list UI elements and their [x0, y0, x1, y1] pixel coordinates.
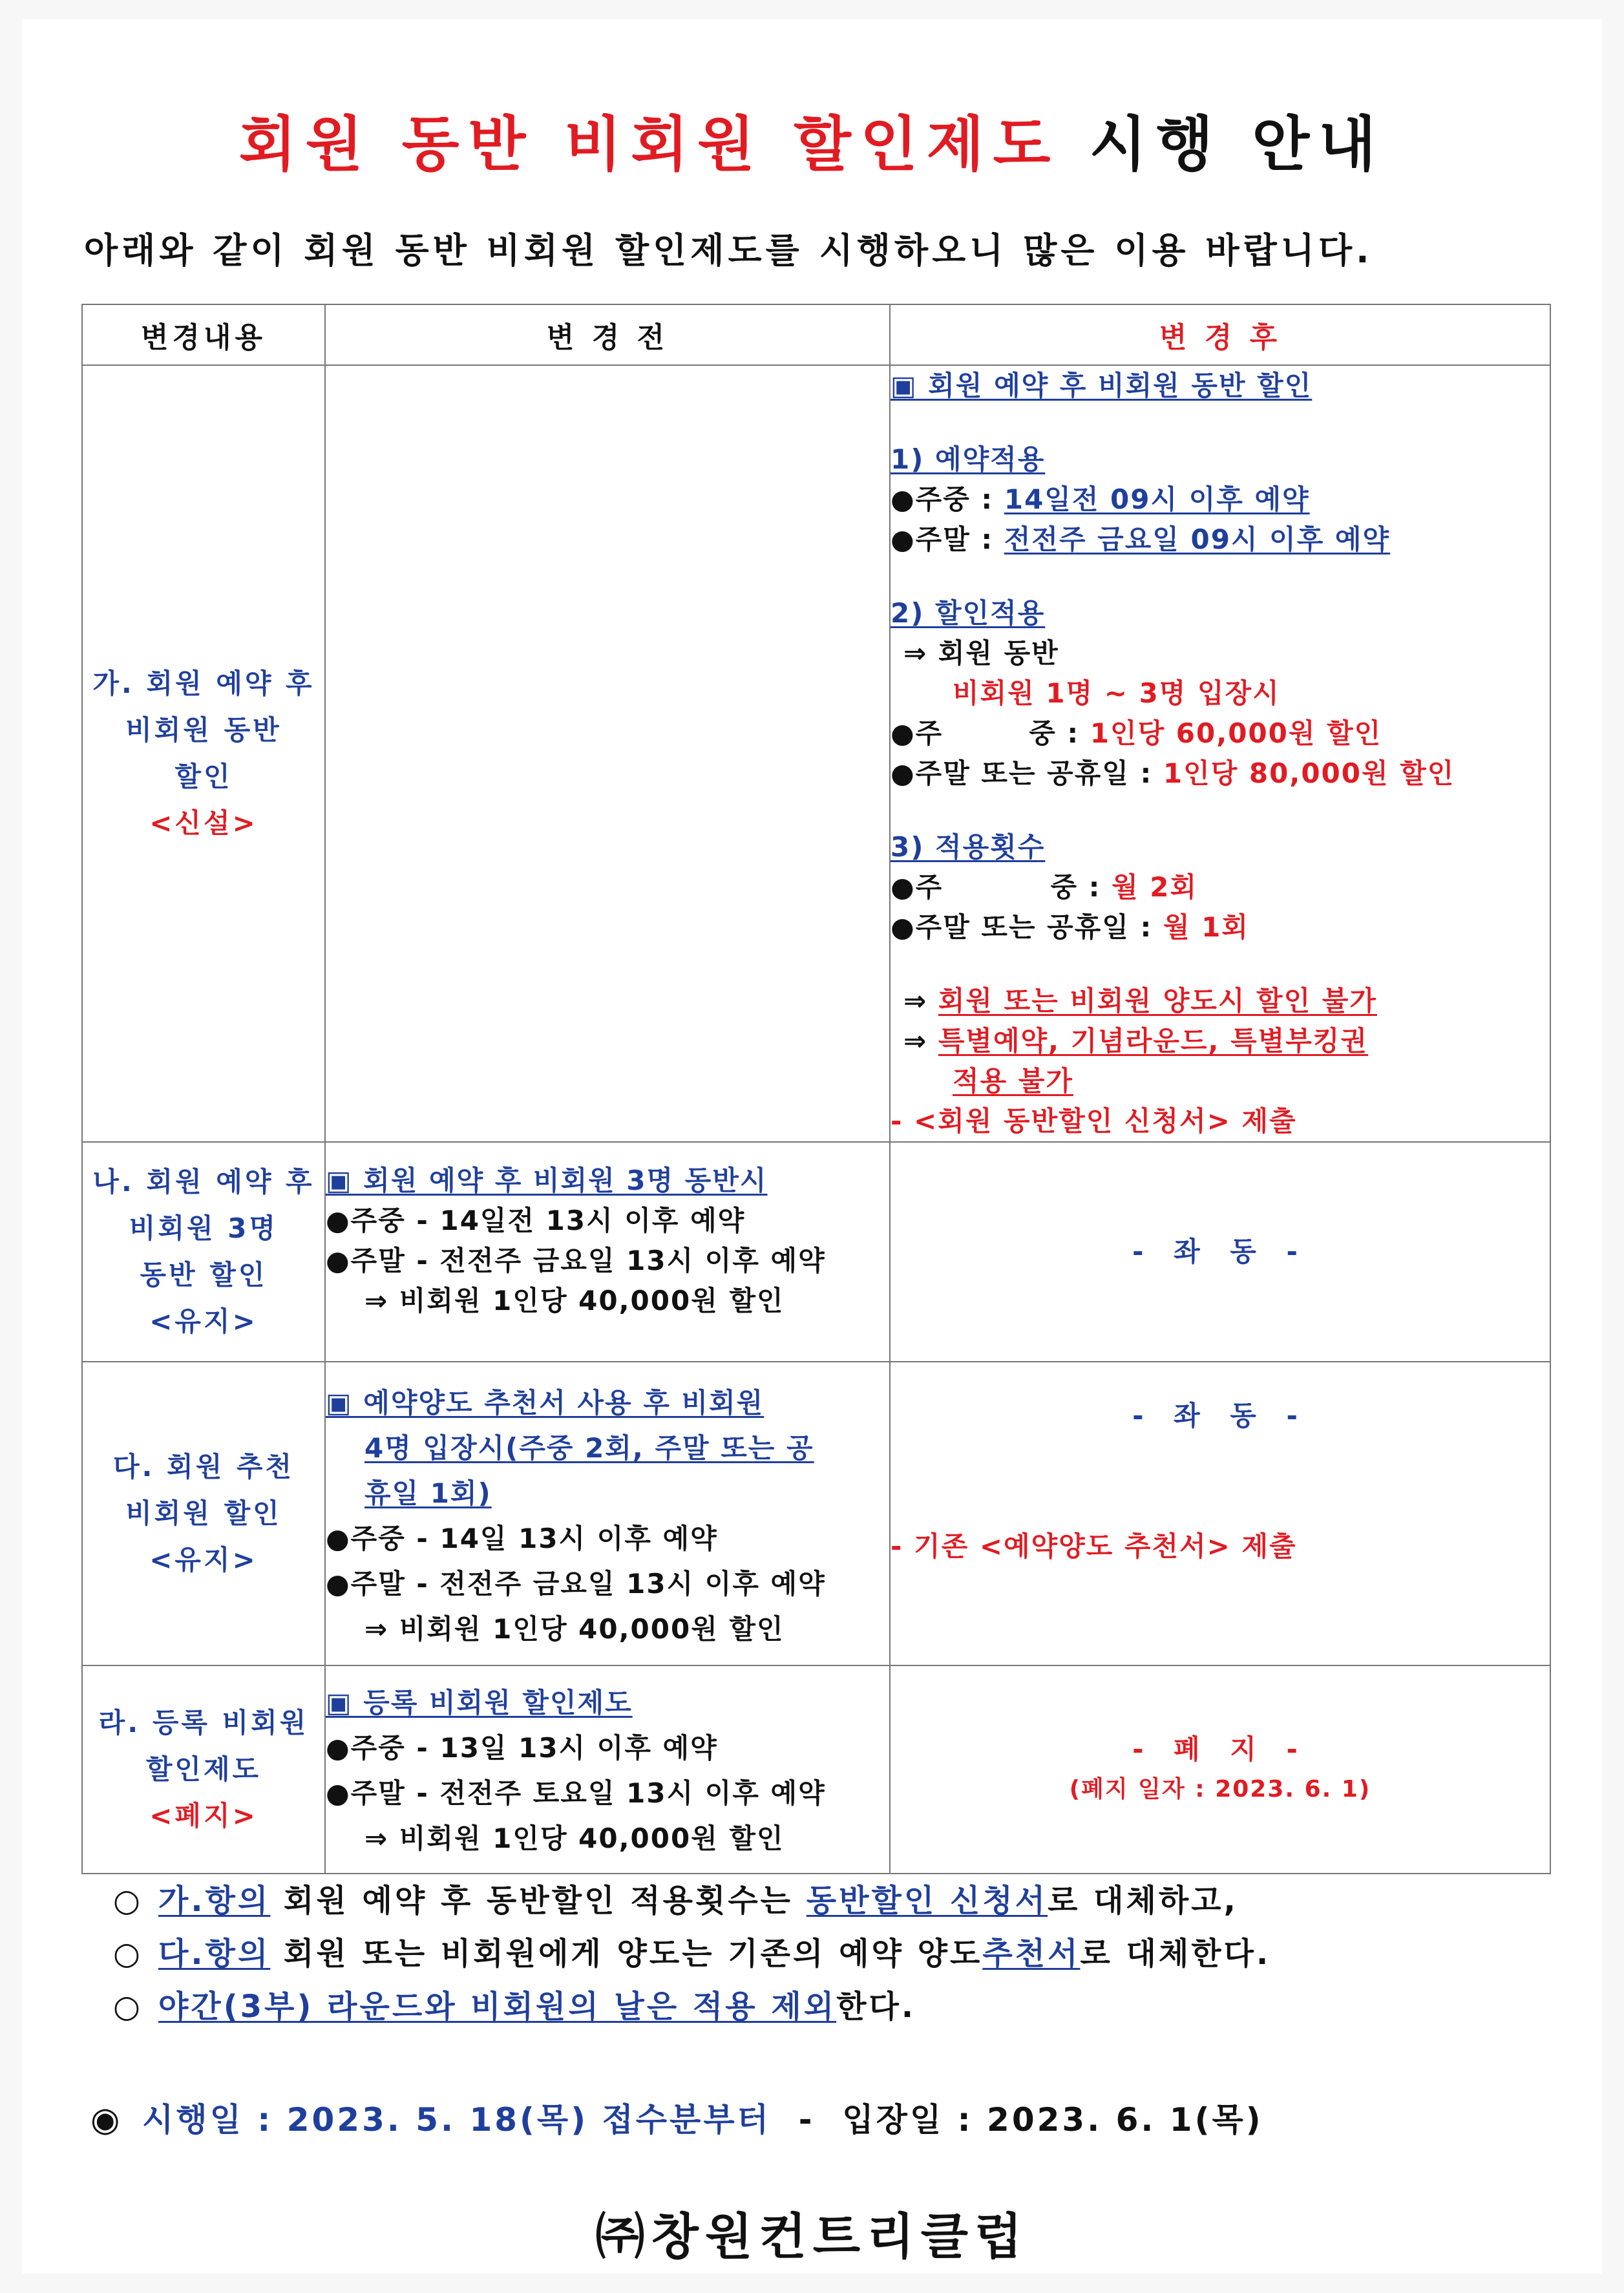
note2: ⇒ 특별예약, 기념라운드, 특별부킹권 [903, 1025, 1368, 1057]
status-tag: <유지> [149, 1544, 258, 1576]
before-line: ●주중 - 13일 13시 이후 예약 [326, 1732, 718, 1764]
row-category [82, 365, 325, 1142]
circle-bullet-icon: ○ [113, 1936, 143, 1972]
before-line: ●주말 - 전전주 토요일 13시 이후 예약 [326, 1777, 826, 1809]
note-ref: 가.항의 [158, 1883, 271, 1919]
category-line: 라. 등록 비회원 [98, 1707, 309, 1738]
note-ref: 다.항의 [158, 1936, 271, 1972]
circle-bullet-icon: ○ [113, 1989, 143, 2025]
note-item [113, 1980, 1567, 2033]
page-title [0, 97, 1624, 182]
category-line: 나. 회원 예약 후 [92, 1166, 315, 1198]
effective-date [90, 2094, 1577, 2140]
sec2-title: 2) 할인적용 [891, 597, 1046, 629]
status-tag: <유지> [149, 1305, 258, 1337]
circle-bullet-icon: ○ [113, 1883, 143, 1919]
sec2-line2: 비회원 1명 ~ 3명 입장시 [953, 677, 1280, 709]
before-heading: ▣ 회원 예약 후 비회원 3명 동반시 [326, 1165, 768, 1196]
abolished-date: (폐지 일자 : 2023. 6. 1) [1069, 1776, 1371, 1802]
category-line: 동반 할인 [140, 1259, 268, 1291]
row-before-empty [325, 365, 890, 1142]
before-heading: ▣ 등록 비회원 할인제도 [326, 1687, 633, 1718]
target-bullet-icon: ◉ [90, 2100, 123, 2139]
effective-label: 시행일 : 2023. 5. 18(목) 접수분부터 [142, 2101, 771, 2139]
note1: ⇒ 회원 또는 비회원 양도시 할인 불가 [903, 985, 1377, 1017]
before-line: ⇒ 비회원 1인당 40,000원 할인 [364, 1823, 785, 1854]
abolished-label: - 폐 지 - [1132, 1733, 1308, 1765]
header-after: 변 경 후 [890, 304, 1550, 365]
before-line: ⇒ 비회원 1인당 40,000원 할인 [364, 1285, 785, 1316]
entry-date: 입장일 : 2023. 6. 1(목) [842, 2101, 1263, 2139]
sec3-weekday: ●주 중 : 월 2회 [891, 871, 1198, 903]
sec3-title: 3) 적용횟수 [891, 831, 1046, 863]
status-tag: <폐지> [149, 1800, 258, 1832]
note-text: 회원 예약 후 동반할인 적용횟수는 [270, 1883, 807, 1919]
sec1-weekday: ●주중 : 14일전 09시 이후 예약 [891, 483, 1310, 515]
category-line: 비회원 할인 [125, 1497, 282, 1529]
row-after [890, 1362, 1550, 1665]
sec2-weekday: ●주 중 : 1인당 60,000원 할인 [891, 717, 1382, 749]
header-before: 변 경 전 [325, 304, 890, 365]
note-item [113, 1927, 1567, 1980]
company-name: ㈜창원컨트리클럽 [595, 2208, 1029, 2265]
note-text: 회원 또는 비회원에게 양도는 기존의 예약 양도 [270, 1936, 983, 1972]
row-category [82, 1665, 325, 1874]
row-before [325, 1362, 890, 1665]
row-after [890, 1142, 1550, 1362]
row-before [325, 1142, 890, 1362]
row-after [890, 1665, 1550, 1874]
sec3-weekend: ●주말 또는 공휴일 : 월 1회 [891, 911, 1249, 943]
table-row [82, 1362, 1550, 1665]
separator: - [770, 2101, 843, 2139]
row-category [82, 1142, 325, 1362]
category-line: 할인제도 [145, 1753, 262, 1785]
row-category [82, 1362, 325, 1665]
category-line: 가. 회원 예약 후 [92, 668, 315, 699]
before-line: ●주말 - 전전주 금요일 13시 이후 예약 [326, 1568, 826, 1600]
table-row [82, 1142, 1550, 1362]
same-as-before: - 좌 동 - [1132, 1400, 1308, 1432]
row-after [890, 365, 1550, 1142]
row-before [325, 1665, 890, 1874]
title-black: 시행 안내 [1089, 110, 1386, 179]
category-line: 할인 [174, 761, 233, 792]
header-content: 변경내용 [82, 304, 325, 365]
sec2-line1: ⇒ 회원 동반 [903, 637, 1059, 669]
section-heading: ▣ 회원 예약 후 비회원 동반 할인 [891, 370, 1313, 401]
note2b: 적용 불가 [953, 1065, 1073, 1097]
note-item [113, 1874, 1567, 1927]
notes [113, 1874, 1567, 2033]
before-line: ●주말 - 전전주 금요일 13시 이후 예약 [326, 1245, 826, 1276]
table-header-row [82, 304, 1550, 365]
before-heading: 휴일 1회) [364, 1477, 492, 1509]
intro-text: 아래와 같이 회원 동반 비회원 할인제도를 시행하오니 많은 이용 바랍니다. [84, 230, 1373, 271]
title-red: 회원 동반 비회원 할인제도 [238, 110, 1060, 179]
note-highlight: 동반할인 신청서 [806, 1883, 1048, 1919]
table-row [82, 1665, 1550, 1874]
change-table [81, 304, 1551, 1874]
note-text: 한다. [836, 1989, 916, 2025]
category-line: 비회원 3명 [129, 1212, 279, 1244]
note-highlight: 추천서 [982, 1936, 1081, 1972]
before-heading: ▣ 예약양도 추천서 사용 후 비회원 [326, 1387, 765, 1419]
note-text: 로 대체한다. [1080, 1936, 1271, 1972]
table-row [82, 365, 1550, 1142]
sec2-weekend: ●주말 또는 공휴일 : 1인당 80,000원 할인 [891, 757, 1455, 789]
category-line: 비회원 동반 [125, 714, 282, 746]
note-text: 로 대체하고, [1048, 1883, 1238, 1919]
note3: - <회원 동반할인 신청서> 제출 [891, 1105, 1297, 1137]
before-line: ⇒ 비회원 1인당 40,000원 할인 [364, 1613, 785, 1645]
sec1-weekend: ●주말 : 전전주 금요일 09시 이후 예약 [891, 523, 1391, 555]
before-line: ●주중 - 14일전 13시 이후 예약 [326, 1205, 746, 1236]
before-line: ●주중 - 14일 13시 이후 예약 [326, 1523, 718, 1554]
category-line: 다. 회원 추천 [112, 1451, 295, 1483]
note-highlight: 야간(3부) 라운드와 비회원의 날은 적용 제외 [158, 1989, 837, 2025]
same-as-before: - 좌 동 - [1132, 1236, 1308, 1267]
sec1-title: 1) 예약적용 [891, 443, 1046, 475]
after-note: - 기존 <예약양도 추천서> 제출 [891, 1530, 1297, 1562]
status-tag: <신설> [149, 807, 258, 839]
before-heading: 4명 입장시(주중 2회, 주말 또는 공 [364, 1432, 814, 1464]
